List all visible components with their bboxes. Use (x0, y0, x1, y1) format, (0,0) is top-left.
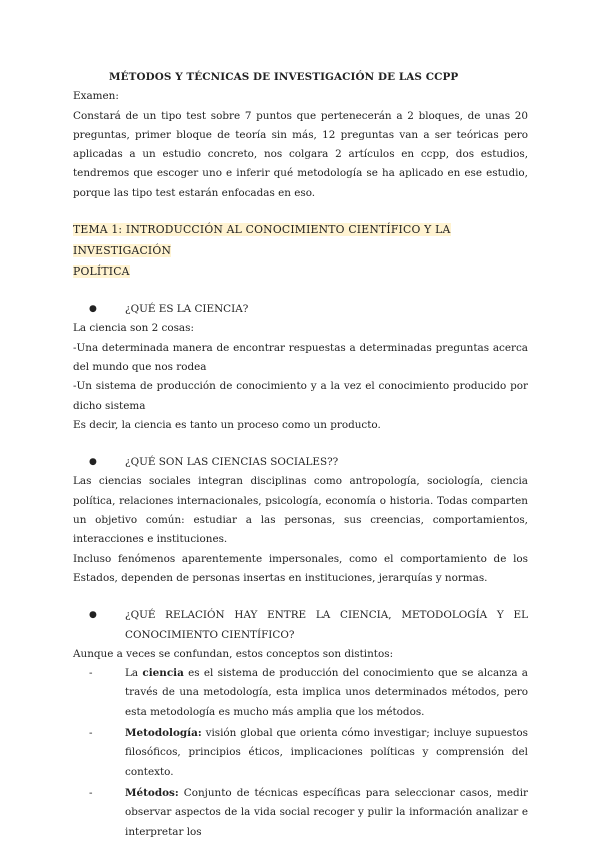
question-social-sciences (89, 453, 528, 472)
bullet-icon: ● (89, 304, 97, 315)
section-heading (73, 219, 528, 282)
definition-science: - La ciencia es el sistema de producción del conocimiento que se alcanza a través de una metodología, esta implica unos determinados métodos, pero esta metodología es mucho más amplia que los métodos. (89, 664, 528, 722)
definitions-list (73, 664, 528, 842)
science-item-1: -Una determinada manera de encontrar respuestas a determinadas preguntas acerca del mundo que nos rodea (73, 341, 528, 373)
question-text: ¿QUÉ SON LAS CIENCIAS SOCIALES?? (125, 456, 339, 469)
science-intro: La ciencia son 2 cosas: (73, 322, 194, 335)
exam-label: Examen: (73, 90, 119, 103)
question-text: ¿QUÉ RELACIÓN HAY ENTRE LA CIENCIA, METODOLOGÍA Y EL CONOCIMIENTO CIENTÍFICO? (125, 609, 528, 641)
dash-marker: - (89, 727, 93, 740)
dash-marker: - (89, 667, 93, 680)
bullet-icon: ● (89, 610, 97, 621)
science-item-2: -Un sistema de producción de conocimiento y a la vez el conocimiento producido por dicho sistema (73, 380, 528, 412)
question-relation (89, 606, 528, 645)
social-sciences-paragraph-1: Las ciencias sociales integran disciplinas como antropología, sociología, ciencia política, relaciones internacionales, psicología, economía o historia. Todas comparten un objetivo común: estudiar a las personas, sus creencias, comportamientos, interacciones e instituciones. (73, 475, 528, 546)
term-methodology: Metodología: (125, 727, 202, 740)
social-sciences-paragraph-2: Incluso fenómenos aparentemente impersonales, como el comportamiento de los Estados, dependen de personas insertas en instituciones, jerarquías y normas. (73, 552, 528, 584)
dash-marker: - (89, 786, 93, 799)
definition-methodology: - Metodología: visión global que orienta cómo investigar; incluye supuestos filosóficos, principios éticos, implicaciones políticas y comprensión del contexto. (89, 724, 528, 782)
section-heading-line-2: POLÍTICA (73, 265, 130, 279)
science-conclusion: Es decir, la ciencia es tanto un proceso como un producto. (73, 418, 381, 431)
term-science: ciencia (142, 667, 184, 680)
question-what-is-science (89, 300, 528, 319)
definition-methods: - Métodos: Conjunto de técnicas específicas para seleccionar casos, medir observar aspectos de la vida social recoger y pulir la información analizar e interpretar los (89, 784, 528, 842)
term-methods: Métodos: (125, 786, 179, 799)
document-title: MÉTODOS Y TÉCNICAS DE INVESTIGACIÓN DE LAS CCPP (109, 71, 459, 83)
bullet-icon: ● (89, 457, 97, 468)
question-text: ¿QUÉ ES LA CIENCIA? (125, 303, 249, 316)
relation-intro: Aunque a veces se confundan, estos conceptos son distintos: (73, 647, 394, 660)
section-heading-line-1: TEMA 1: INTRODUCCIÓN AL CONOCIMIENTO CIENTÍFICO Y LA INVESTIGACIÓN (73, 223, 451, 258)
exam-description: Constará de un tipo test sobre 7 puntos que pertenecerán a 2 bloques, de unas 20 preguntas, primer bloque de teoría sin más, 12 preguntas van a ser teóricas pero aplicadas a un estudio concreto, nos colgara 2 artículos en ccpp, dos estudios, tendremos que escoger uno e inferir qué metodología se ha aplicado en ese estudio, porque las tipo test estarán enfocadas en eso. (73, 109, 528, 199)
